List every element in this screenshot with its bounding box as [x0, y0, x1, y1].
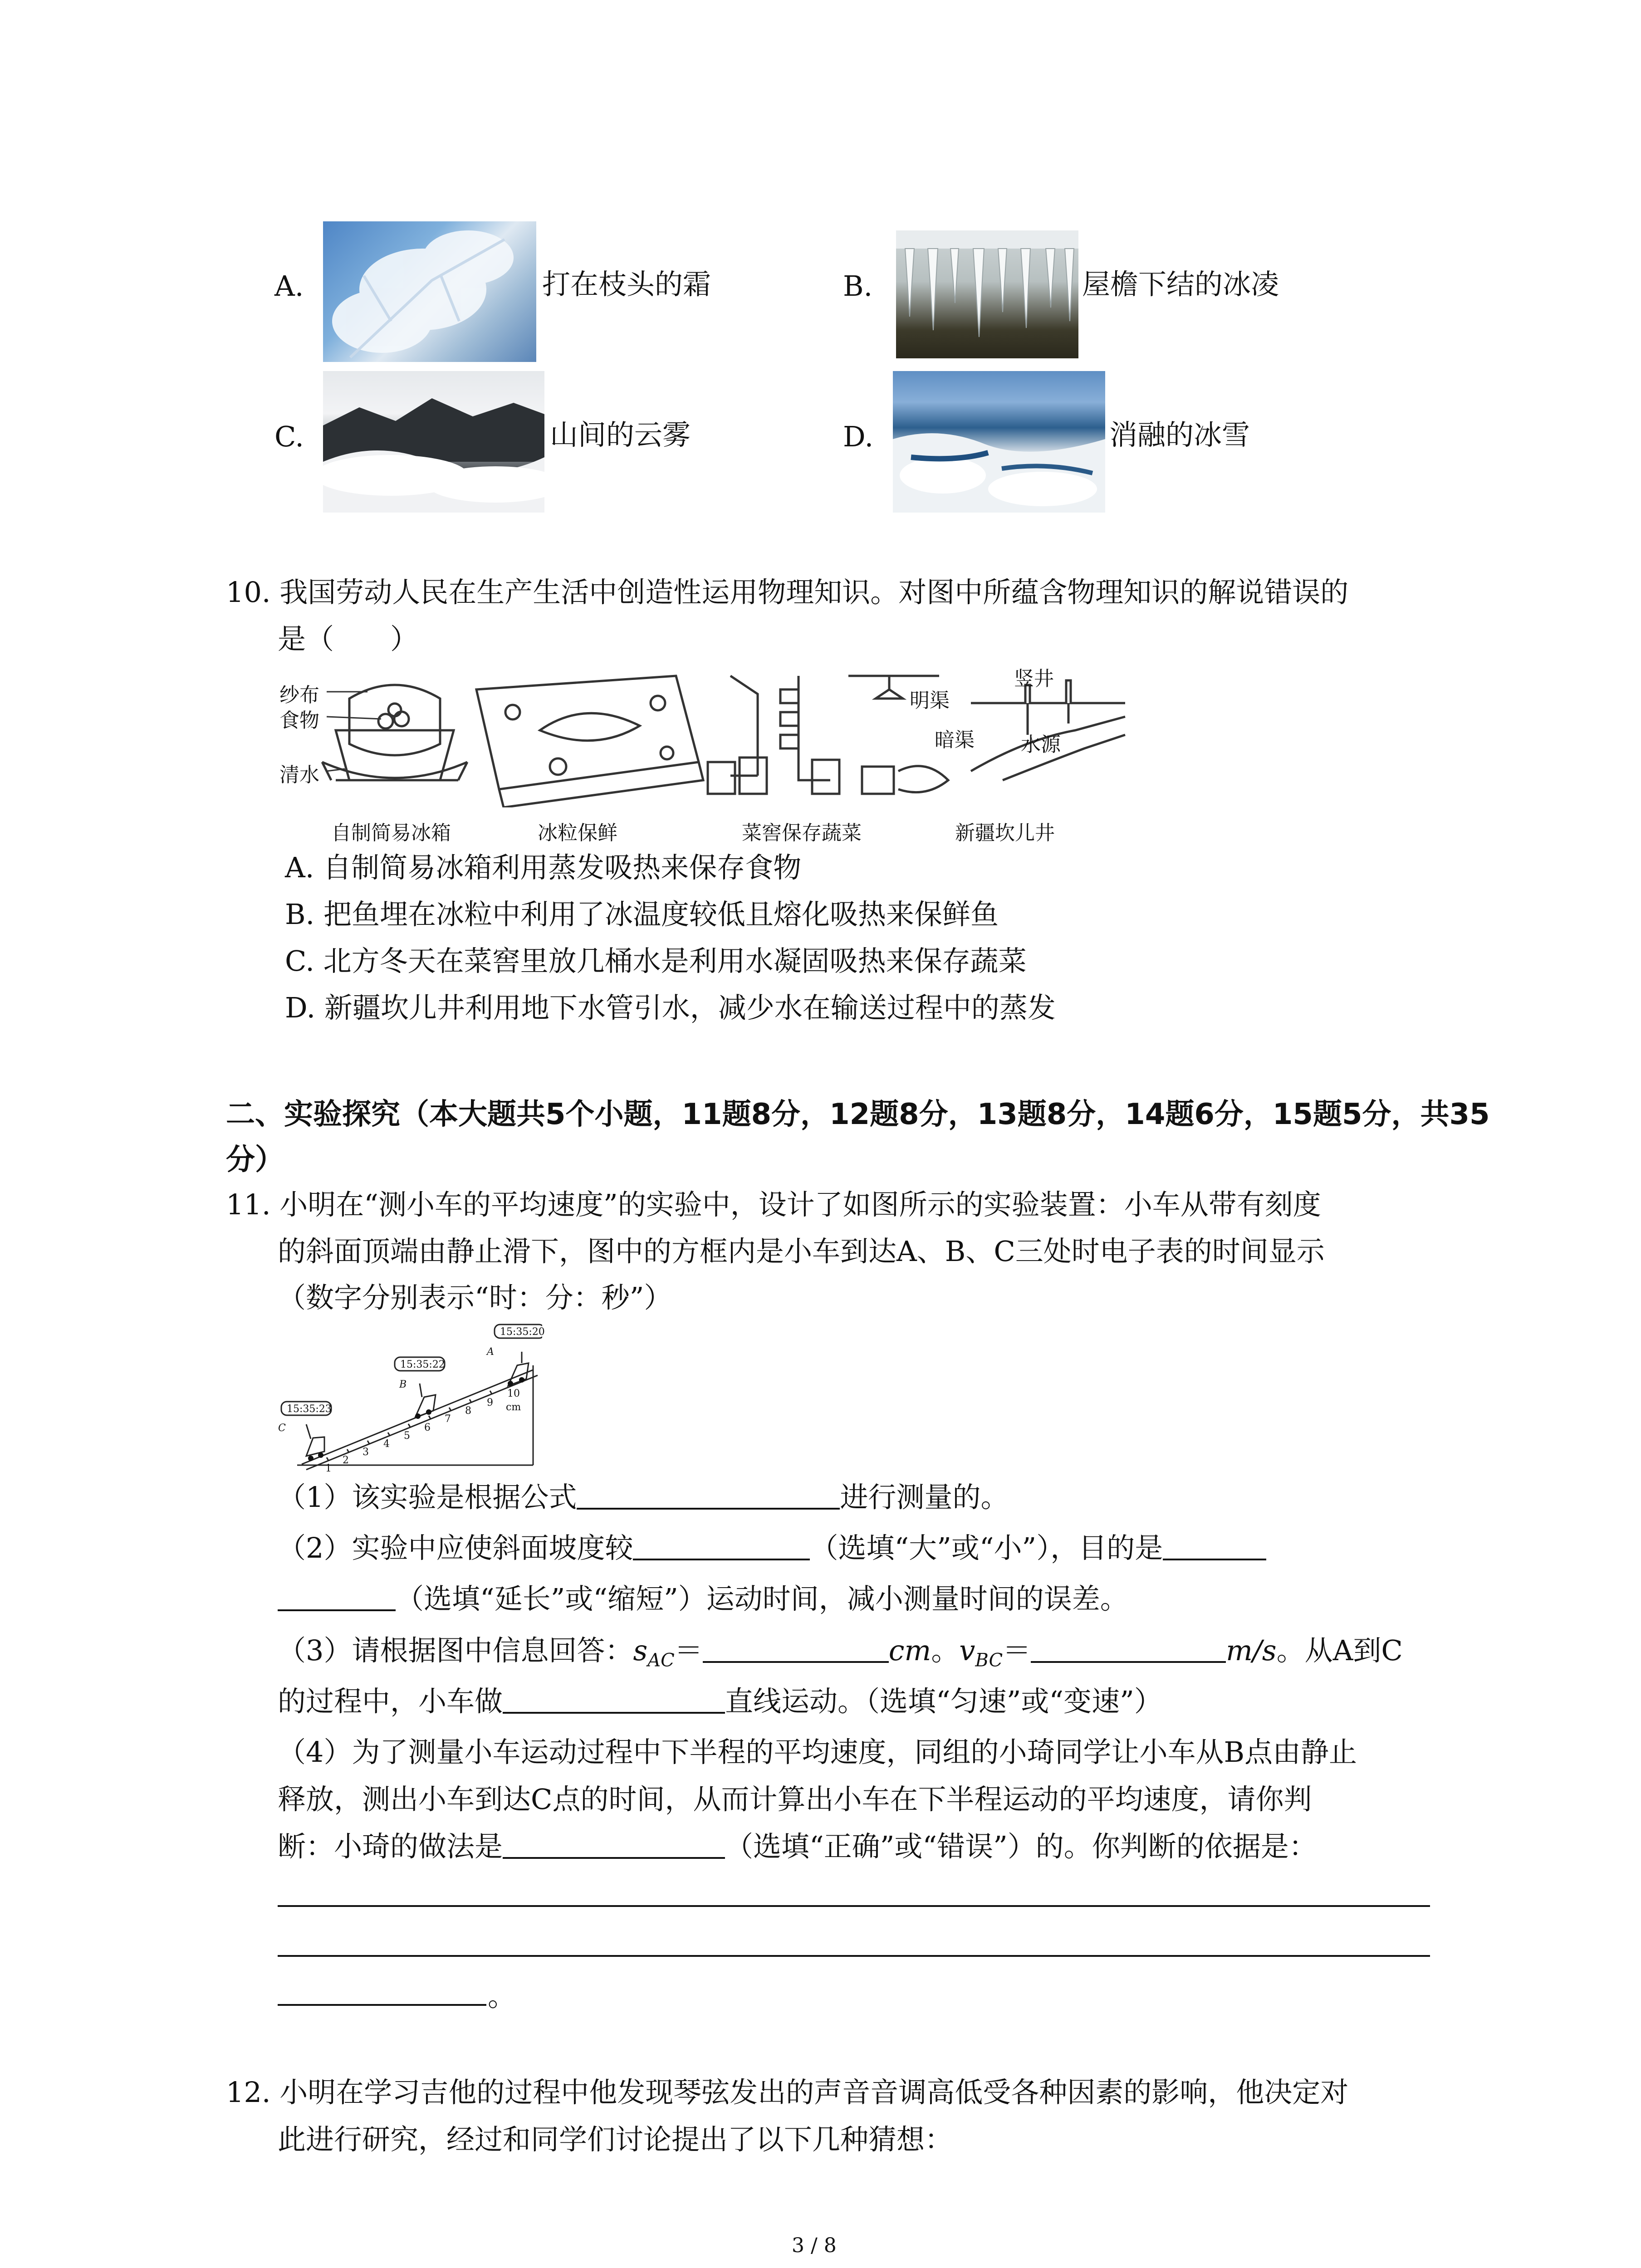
option-b: B. 把鱼埋在冰粒中利用了冰温度较低且熔化吸热来保鲜鱼: [285, 898, 999, 931]
unit-label: cm: [506, 1402, 521, 1413]
label-a: A: [487, 1346, 494, 1358]
option-c: C. 北方冬天在菜窖里放几桶水是利用水凝固吸热来保存蔬菜: [285, 944, 1027, 978]
reason-answer-line[interactable]: [278, 1955, 1430, 1957]
option-letter: D.: [843, 420, 874, 453]
reason-answer-line-short[interactable]: [278, 2004, 486, 2006]
var-v: v: [959, 1634, 975, 1667]
vbc-blank[interactable]: [1031, 1637, 1226, 1663]
part-text: 。从A到C: [1276, 1634, 1403, 1667]
option-letter: C.: [274, 420, 304, 453]
var-sub: AC: [647, 1650, 675, 1671]
equals: ＝: [674, 1634, 703, 1667]
tick-label: 3: [362, 1447, 369, 1458]
question-stem-line: 此进行研究，经过和同学们讨论提出了以下几种猜想：: [278, 2123, 953, 2156]
reason-answer-line[interactable]: [278, 1905, 1430, 1907]
fig-caption-cellar: 菜窖保存蔬菜: [742, 821, 862, 845]
purpose-blank-1[interactable]: [1163, 1535, 1266, 1560]
fig-label-open-channel: 明渠: [910, 689, 950, 712]
option-caption: 打在枝头的霜: [542, 268, 711, 301]
option-a: A. 自制简易冰箱利用蒸发吸热来保存食物: [285, 851, 802, 884]
purpose-blank-2[interactable]: [278, 1586, 396, 1611]
tick-label: 5: [404, 1430, 410, 1442]
question-stem-line: （数字分别表示“时：分：秒”）: [278, 1281, 672, 1314]
fig-caption-fridge: 自制简易冰箱: [331, 821, 451, 845]
q11-part-1: [278, 1481, 1009, 1514]
fig-caption-karez: 新疆坎儿井: [955, 821, 1055, 845]
label-b: B: [399, 1379, 407, 1390]
question-stem-line: 11. 小明在“测小车的平均速度”的实验中，设计了如图所示的实验装置：小车从带有刻度: [226, 1188, 1321, 1221]
slope-blank[interactable]: [633, 1535, 810, 1560]
timer-a: 15:35:20: [500, 1326, 545, 1338]
q11-part-3-cont: [278, 1687, 1162, 1716]
part-text: （2）实验中应使斜面坡度较: [278, 1531, 633, 1564]
label-c: C: [278, 1422, 286, 1434]
unit-cm: cm: [888, 1634, 931, 1667]
timer-b: 15:35:22: [400, 1359, 445, 1370]
question-stem-line: 的斜面顶端由静止滑下，图中的方框内是小车到达A、B、C三处时电子表的时间显示: [278, 1235, 1325, 1268]
option-caption: 山间的云雾: [550, 418, 691, 451]
tick-label: 8: [465, 1405, 471, 1417]
tick-label: 2: [343, 1455, 349, 1466]
part-text: 的过程中，小车做: [278, 1685, 503, 1718]
incline-figure: [274, 1320, 545, 1474]
unit-ms: m/s: [1226, 1634, 1277, 1667]
judgement-blank[interactable]: [503, 1833, 725, 1859]
page-number: 3 / 8: [792, 2234, 837, 2257]
icicles-photo: [896, 230, 1078, 358]
part-text: （选填“大”或“小”），目的是: [810, 1531, 1163, 1564]
tick-label: 10: [507, 1388, 520, 1399]
option-letter: A.: [274, 269, 304, 303]
var-s: s: [633, 1634, 648, 1667]
fig-label-hidden-channel: 暗渠: [935, 728, 975, 752]
q11-part-4-judge: [278, 1830, 1317, 1863]
sac-blank[interactable]: [703, 1637, 889, 1663]
part-text: 进行测量的。: [840, 1481, 1009, 1514]
mountain-fog-photo: [323, 371, 544, 513]
motion-blank[interactable]: [503, 1688, 725, 1714]
frost-branch-photo: [323, 221, 536, 362]
q11-part-3: [278, 1634, 1403, 1671]
melting-snow-photo: [893, 371, 1105, 513]
part-text: 。: [931, 1634, 960, 1667]
fig-label-water-source: 水源: [1021, 733, 1061, 756]
period: 。: [488, 1980, 516, 2013]
part-text: （选填“正确”或“错误”）的。你判断的依据是：: [725, 1830, 1317, 1863]
tick-label: 7: [445, 1413, 451, 1425]
tick-label: 9: [487, 1397, 493, 1408]
option-caption: 屋檐下结的冰凌: [1082, 268, 1279, 301]
part-text: （3）请根据图中信息回答：: [278, 1634, 633, 1667]
fig-label-vertical-well: 竖井: [1014, 667, 1054, 690]
part-text: （1）该实验是根据公式: [278, 1481, 577, 1514]
option-letter: B.: [843, 269, 873, 303]
q11-part-4-line: 释放，测出小车到达C点的时间，从而计算出小车在下半程运动的平均速度，请你判: [278, 1783, 1312, 1816]
tick-label: 4: [383, 1438, 390, 1450]
fig-label-gauze: 纱布: [279, 684, 319, 707]
question-stem-line: 10. 我国劳动人民在生产生活中创造性运用物理知识。对图中所蕴含物理知识的解说错误的: [226, 576, 1349, 609]
section-heading-line: 分）: [226, 1143, 284, 1177]
timer-c: 15:35:23: [287, 1403, 332, 1415]
section-heading-line: 二、实验探究（本大题共5个小题，11题8分，12题8分，13题8分，14题6分，15题5分，共35: [226, 1098, 1490, 1131]
question-stem-line: 12. 小明在学习吉他的过程中他发现琴弦发出的声音音调高低受各种因素的影响，他决定对: [226, 2076, 1349, 2109]
q11-part-2: [278, 1531, 1266, 1564]
tick-label: 1: [325, 1463, 332, 1474]
part-text: （选填“延长”或“缩短”）运动时间，减小测量时间的误差。: [396, 1582, 1128, 1615]
question-stem-line: 是（ ）: [278, 622, 419, 655]
part-text: 断：小琦的做法是: [278, 1830, 503, 1863]
fig-caption-ice: 冰粒保鲜: [538, 821, 617, 845]
option-d: D. 新疆坎儿井利用地下水管引水，减少水在输送过程中的蒸发: [285, 991, 1056, 1024]
option-caption: 消融的冰雪: [1109, 418, 1250, 451]
tick-label: 6: [424, 1422, 431, 1433]
fig-label-water: 清水: [279, 763, 319, 787]
q11-part-2-cont: [278, 1582, 1128, 1615]
q10-figure: [277, 662, 1139, 844]
var-sub: BC: [975, 1650, 1003, 1671]
equals: ＝: [1003, 1634, 1031, 1667]
fig-label-food: 食物: [279, 709, 319, 732]
formula-blank[interactable]: [577, 1484, 840, 1510]
part-text: 直线运动。（选填“匀速”或“变速”）: [725, 1685, 1162, 1718]
q11-part-4-line: （4）为了测量小车运动过程中下半程的平均速度，同组的小琦同学让小车从B点由静止: [278, 1735, 1357, 1769]
